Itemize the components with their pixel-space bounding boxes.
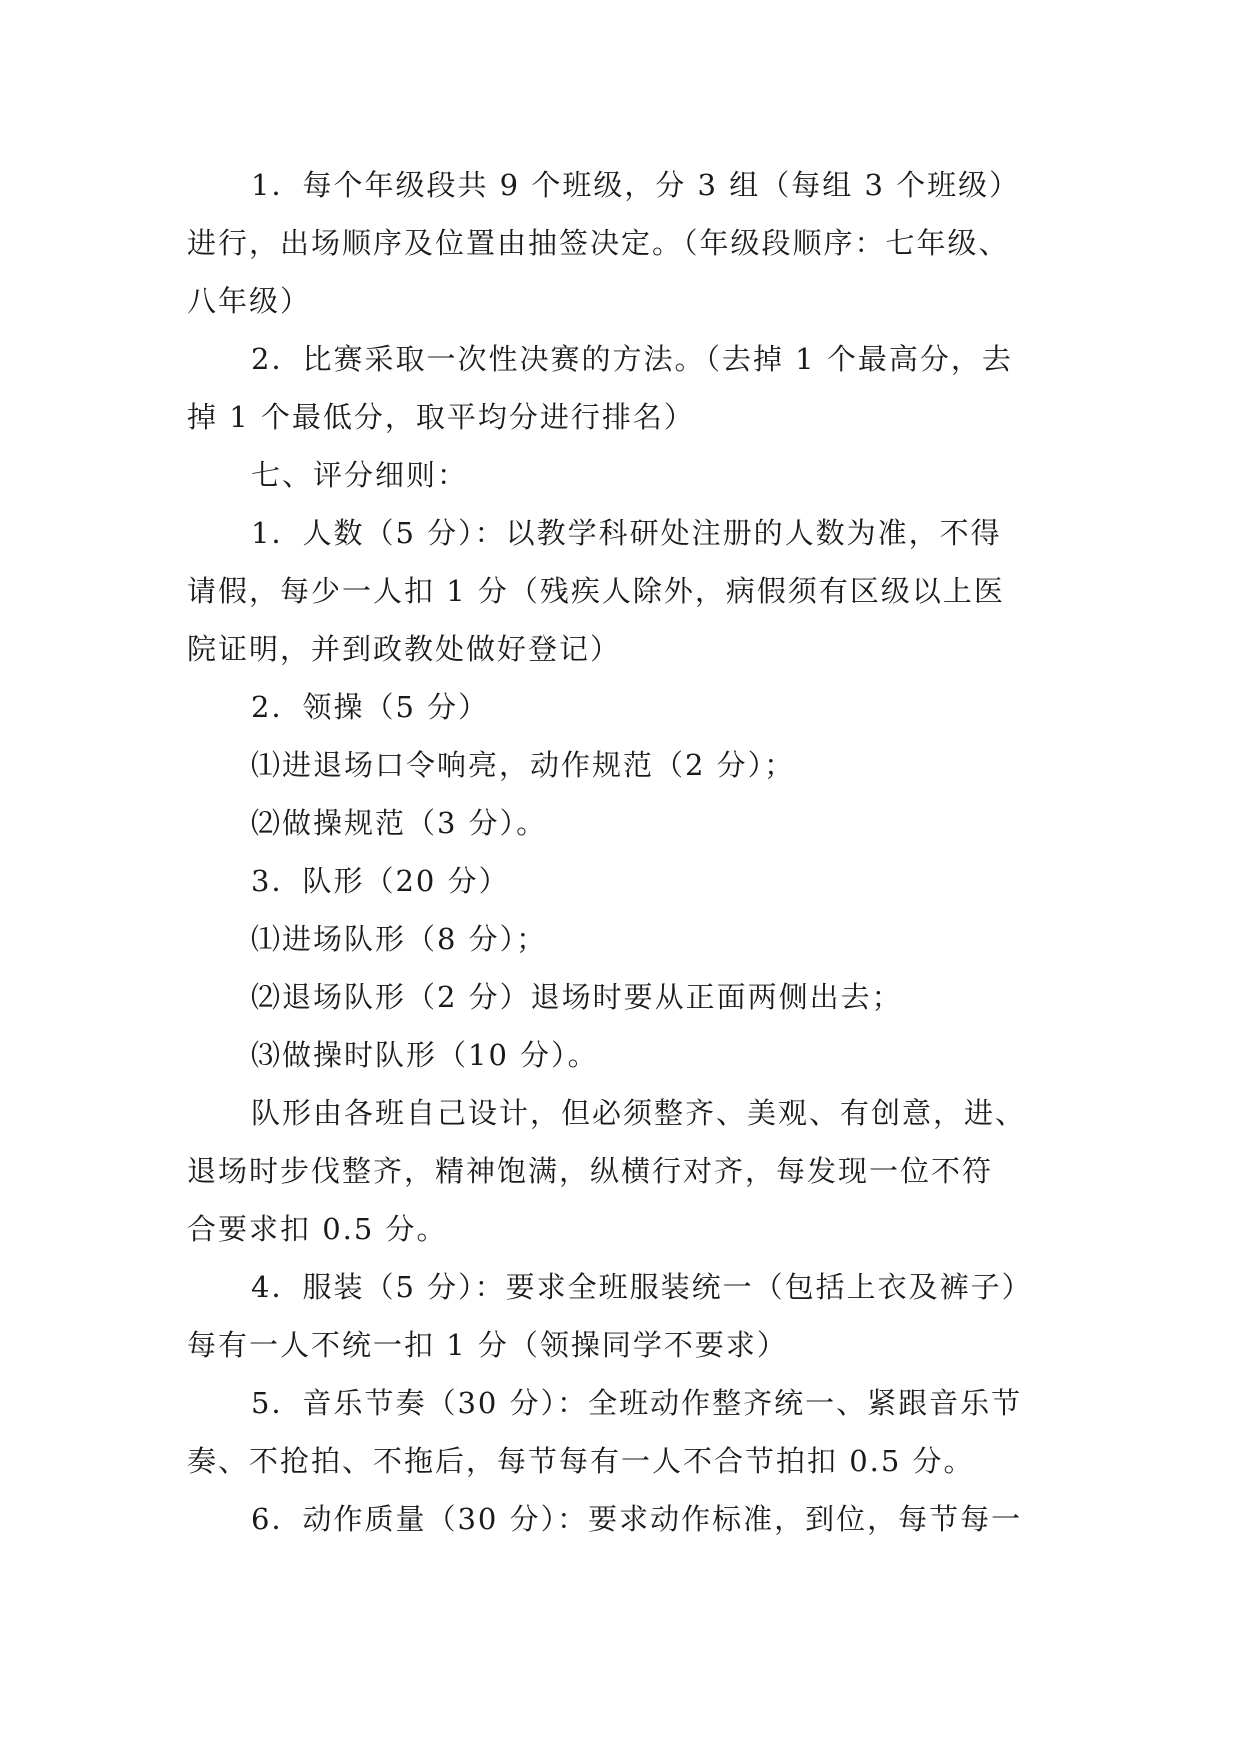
text-line: 掉 1 个最低分，取平均分进行排名）: [187, 400, 695, 434]
text-line: 请假，每少一人扣 1 分（残疾人除外，病假须有区级以上医: [187, 574, 1005, 608]
text-line: 4．服装（5 分）：要求全班服装统一（包括上衣及裤子）: [251, 1270, 1033, 1304]
text-line: ⑵退场队形（2 分）退场时要从正面两侧出去；: [251, 980, 903, 1014]
text-line: 6．动作质量（30 分）：要求动作标准，到位，每节每一: [251, 1502, 1023, 1536]
document-body: [187, 156, 1057, 1548]
text-line: 1．人数（5 分）：以教学科研处注册的人数为准，不得: [251, 516, 1002, 550]
text-line: 八年级）: [187, 284, 312, 318]
text-line: 奏、不抢拍、不拖后，每节每有一人不合节拍扣 0.5 分。: [187, 1444, 975, 1478]
text-line: ⑴进退场口令响亮，动作规范（2 分）；: [251, 748, 796, 782]
text-line: ⑶做操时队形（10 分）。: [251, 1038, 599, 1072]
text-line: 2．比赛采取一次性决赛的方法。（去掉 1 个最高分，去: [251, 342, 1013, 376]
text-line: 每有一人不统一扣 1 分（领操同学不要求）: [187, 1328, 788, 1362]
text-line: ⑴进场队形（8 分）；: [251, 922, 548, 956]
text-line: 2．领操（5 分）: [251, 690, 490, 724]
text-line: 5．音乐节奏（30 分）：全班动作整齐统一、紧跟音乐节: [251, 1386, 1023, 1420]
section-heading: 七、评分细则：: [251, 458, 469, 492]
text-line: ⑵做操规范（3 分）。: [251, 806, 548, 840]
text-line: 院证明，并到政教处做好登记）: [187, 632, 622, 666]
text-line: 进行，出场顺序及位置由抽签决定。（年级段顺序：七年级、: [187, 226, 1010, 260]
text-line: 队形由各班自己设计，但必须整齐、美观、有创意，进、: [251, 1096, 1027, 1130]
text-line: 1．每个年级段共 9 个班级，分 3 组（每组 3 个班级）: [251, 168, 1021, 202]
text-line: 退场时步伐整齐，精神饱满，纵横行对齐，每发现一位不符: [187, 1154, 994, 1188]
text-line: 合要求扣 0.5 分。: [187, 1212, 448, 1246]
text-line: 3．队形（20 分）: [251, 864, 510, 898]
